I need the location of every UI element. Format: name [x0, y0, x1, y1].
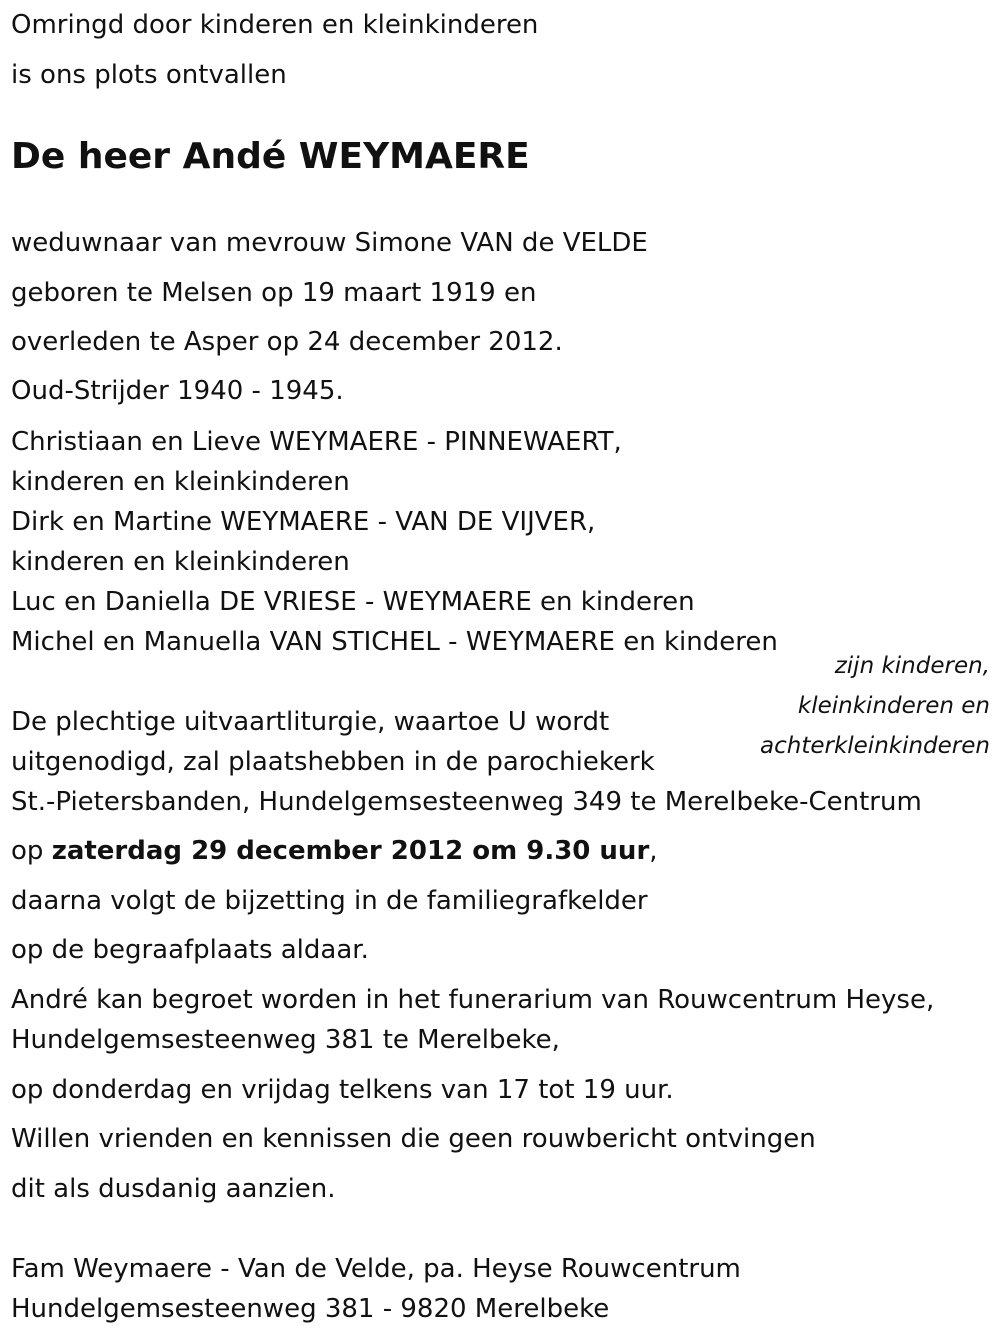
- family-line: kinderen en kleinkinderen: [11, 467, 350, 497]
- intro-line-2: is ons plots ontvallen: [11, 60, 287, 90]
- side-note-line: achterkleinkinderen: [760, 733, 990, 759]
- side-note-line: zijn kinderen,: [834, 653, 990, 679]
- visitation-line-2: Hundelgemsesteenweg 381 te Merelbeke,: [11, 1025, 560, 1055]
- ceremony-date: [11, 836, 658, 866]
- family-line: kinderen en kleinkinderen: [11, 547, 350, 577]
- deceased-name: De heer Andé WEYMAERE: [11, 136, 530, 177]
- date-suffix: ,: [649, 836, 658, 866]
- born-line: geboren te Melsen op 19 maart 1919 en: [11, 278, 537, 308]
- ceremony-line-2: uitgenodigd, zal plaatshebben in de parochiekerk: [11, 747, 655, 777]
- widower-line: weduwnaar van mevrouw Simone VAN de VELDE: [11, 228, 648, 258]
- veteran-line: Oud-Strijder 1940 - 1945.: [11, 376, 344, 406]
- died-line: overleden te Asper op 24 december 2012.: [11, 327, 563, 357]
- burial-line-1: daarna volgt de bijzetting in de familiegrafkelder: [11, 886, 648, 916]
- side-note-line: kleinkinderen en: [797, 693, 990, 719]
- ceremony-line-3: St.-Pietersbanden, Hundelgemsesteenweg 349 te Merelbeke-Centrum: [11, 787, 922, 817]
- footer-line-2: Hundelgemsesteenweg 381 - 9820 Merelbeke: [11, 1294, 610, 1324]
- family-line: Luc en Daniella DE VRIESE - WEYMAERE en kinderen: [11, 587, 695, 617]
- intro-line-1: Omringd door kinderen en kleinkinderen: [11, 10, 539, 40]
- visitation-line-1: André kan begroet worden in het funerarium van Rouwcentrum Heyse,: [11, 985, 935, 1015]
- burial-line-2: op de begraafplaats aldaar.: [11, 935, 369, 965]
- footer-line-1: Fam Weymaere - Van de Velde, pa. Heyse Rouwcentrum: [11, 1254, 741, 1284]
- family-line: Dirk en Martine WEYMAERE - VAN DE VIJVER,: [11, 507, 596, 537]
- visitation-line-3: op donderdag en vrijdag telkens van 17 tot 19 uur.: [11, 1075, 674, 1105]
- notice-line-1: Willen vrienden en kennissen die geen rouwbericht ontvingen: [11, 1124, 816, 1154]
- ceremony-line-1: De plechtige uitvaartliturgie, waartoe U wordt: [11, 707, 610, 737]
- date-prefix: op: [11, 836, 52, 866]
- family-line: Michel en Manuella VAN STICHEL - WEYMAERE en kinderen: [11, 627, 778, 657]
- notice-line-2: dit als dusdanig aanzien.: [11, 1174, 336, 1204]
- date-bold: zaterdag 29 december 2012 om 9.30 uur: [51, 836, 650, 866]
- family-line: Christiaan en Lieve WEYMAERE - PINNEWAERT,: [11, 427, 622, 457]
- family-side-note: [760, 646, 990, 766]
